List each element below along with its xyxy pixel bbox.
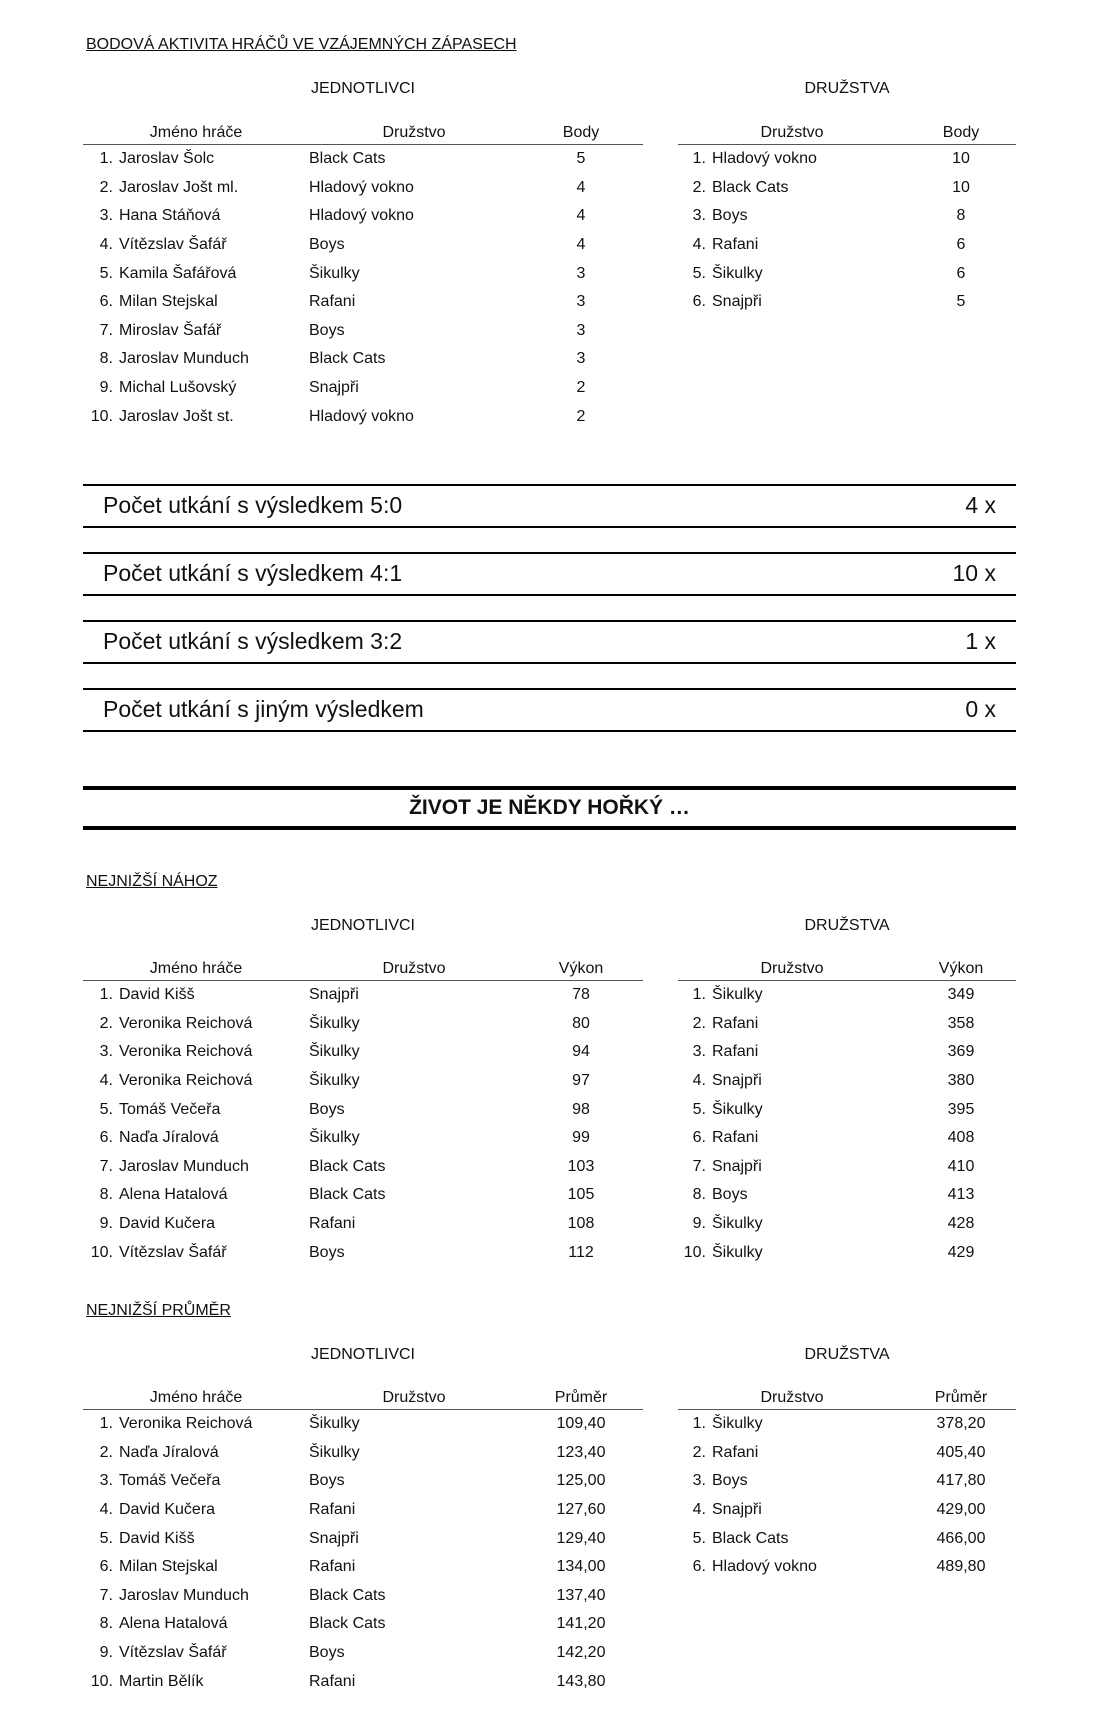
column-header-team: Družstvo — [678, 117, 906, 145]
team-cell: Rafani — [712, 1043, 759, 1061]
rank-cell: 9. — [99, 1215, 113, 1233]
rank-cell: 8. — [692, 1186, 706, 1204]
section2-individuals-heading: JEDNOTLIVCI — [310, 917, 415, 934]
section3-individuals-heading: JEDNOTLIVCI — [310, 1346, 415, 1363]
team-cell: Rafani — [309, 1501, 356, 1519]
player-name-cell: Michal Lušovský — [119, 379, 237, 397]
player-name-cell: David Kučera — [119, 1501, 216, 1519]
team-cell: Snajpři — [712, 293, 762, 311]
table-row — [678, 259, 1016, 288]
player-name-cell: Milan Stejskal — [119, 293, 218, 311]
column-header-team: Družstvo — [309, 953, 519, 981]
column-header-team: Družstvo — [678, 953, 906, 981]
team-cell: Rafani — [712, 236, 759, 254]
team-cell: Snajpři — [712, 1157, 762, 1175]
table-header-row — [83, 1382, 643, 1410]
column-header-team: Družstvo — [678, 1382, 906, 1410]
team-cell: Hladový vokno — [712, 150, 817, 168]
column-header-name: Jméno hráče — [83, 1382, 309, 1410]
table-row — [83, 1439, 643, 1468]
player-name-cell: Vítězslav Šafář — [119, 236, 227, 254]
count-row-4-1 — [83, 552, 1016, 596]
column-header-name: Jméno hráče — [83, 953, 309, 981]
table-row — [678, 1410, 1016, 1439]
table-row — [678, 1181, 1016, 1210]
value-cell: 5 — [956, 293, 966, 311]
team-cell: Hladový vokno — [309, 178, 414, 196]
value-cell: 99 — [572, 1129, 590, 1147]
table-row — [678, 1553, 1016, 1582]
table-row — [83, 345, 643, 374]
value-cell: 108 — [567, 1215, 595, 1233]
table-row — [678, 1238, 1016, 1267]
value-cell: 429,00 — [936, 1501, 986, 1519]
table-row — [83, 981, 643, 1010]
table-row — [678, 1496, 1016, 1525]
table-row — [678, 1067, 1016, 1096]
team-cell: Black Cats — [309, 1615, 386, 1633]
value-cell: 105 — [567, 1186, 595, 1204]
player-name-cell: Veronika Reichová — [119, 1415, 253, 1433]
table-row — [83, 1667, 643, 1696]
table-header-row — [678, 953, 1016, 981]
count-value: 0 x — [965, 696, 996, 722]
value-cell: 125,00 — [556, 1472, 606, 1490]
player-name-cell: Veronika Reichová — [119, 1043, 253, 1061]
section3-teams-heading: DRUŽSTVA — [804, 1346, 890, 1363]
rank-cell: 5. — [99, 1529, 113, 1547]
rank-cell: 7. — [692, 1157, 706, 1175]
table-row — [678, 145, 1016, 174]
column-header-value: Výkon — [906, 953, 1016, 981]
value-cell: 3 — [576, 264, 586, 282]
table-row — [83, 1181, 643, 1210]
value-cell: 142,20 — [556, 1644, 606, 1662]
team-cell: Šikulky — [309, 1443, 360, 1461]
table-row — [678, 288, 1016, 317]
table-row — [678, 1124, 1016, 1153]
value-cell: 6 — [956, 236, 966, 254]
rank-cell: 4. — [99, 236, 113, 254]
table-row — [83, 1496, 643, 1525]
table-row — [678, 174, 1016, 203]
column-header-name: Jméno hráče — [83, 117, 309, 145]
player-name-cell: Kamila Šafářová — [119, 264, 237, 282]
value-cell: 417,80 — [936, 1472, 986, 1490]
player-name-cell: Veronika Reichová — [119, 1014, 253, 1032]
value-cell: 129,40 — [556, 1529, 606, 1547]
value-cell: 410 — [947, 1157, 975, 1175]
section3-individuals-table — [83, 1382, 643, 1696]
team-cell: Black Cats — [309, 1157, 386, 1175]
value-cell: 123,40 — [556, 1443, 606, 1461]
value-cell: 4 — [576, 178, 586, 196]
value-cell: 8 — [956, 207, 966, 225]
team-cell: Šikulky — [309, 1014, 360, 1032]
value-cell: 10 — [952, 178, 970, 196]
rank-cell: 8. — [99, 1615, 113, 1633]
count-label: Počet utkání s výsledkem 5:0 — [103, 492, 403, 518]
rank-cell: 9. — [99, 379, 113, 397]
table-row — [678, 981, 1016, 1010]
table-header-row — [83, 953, 643, 981]
table-row — [678, 1467, 1016, 1496]
rank-cell: 9. — [692, 1215, 706, 1233]
table-row — [83, 374, 643, 403]
value-cell: 428 — [947, 1215, 975, 1233]
table-row — [83, 202, 643, 231]
team-cell: Šikulky — [712, 986, 763, 1004]
rank-cell: 6. — [692, 1129, 706, 1147]
team-cell: Black Cats — [309, 150, 386, 168]
rank-cell: 5. — [692, 1100, 706, 1118]
value-cell: 408 — [947, 1129, 975, 1147]
rank-cell: 5. — [692, 264, 706, 282]
table-row — [83, 1095, 643, 1124]
rank-cell: 7. — [99, 1586, 113, 1604]
value-cell: 3 — [576, 350, 586, 368]
team-cell: Black Cats — [309, 1586, 386, 1604]
table-header-row — [678, 1382, 1016, 1410]
value-cell: 103 — [567, 1157, 595, 1175]
team-cell: Šikulky — [712, 1100, 763, 1118]
table-row — [83, 1153, 643, 1182]
player-name-cell: David Kišš — [119, 1529, 195, 1547]
team-cell: Snajpři — [712, 1072, 762, 1090]
rank-cell: 3. — [99, 1043, 113, 1061]
table-row — [83, 259, 643, 288]
team-cell: Black Cats — [712, 1529, 789, 1547]
value-cell: 97 — [572, 1072, 590, 1090]
section2-teams-table — [678, 953, 1016, 1267]
value-cell: 429 — [947, 1243, 975, 1261]
player-name-cell: Tomáš Večeřa — [119, 1472, 221, 1490]
rank-cell: 2. — [692, 178, 706, 196]
team-cell: Snajpři — [309, 1529, 359, 1547]
player-name-cell: Jaroslav Munduch — [119, 350, 249, 368]
table-row — [83, 1210, 643, 1239]
player-name-cell: Veronika Reichová — [119, 1072, 253, 1090]
table-row — [678, 1439, 1016, 1468]
team-cell: Boys — [712, 207, 748, 225]
value-cell: 127,60 — [556, 1501, 606, 1519]
table-row — [678, 231, 1016, 260]
table-row — [678, 1153, 1016, 1182]
value-cell: 413 — [947, 1186, 975, 1204]
team-cell: Rafani — [309, 1672, 356, 1690]
team-cell: Snajpři — [712, 1501, 762, 1519]
team-cell: Snajpři — [309, 379, 359, 397]
column-header-value: Výkon — [519, 953, 643, 981]
count-row-other — [83, 688, 1016, 732]
value-cell: 10 — [952, 150, 970, 168]
team-cell: Hladový vokno — [712, 1558, 817, 1576]
rank-cell: 5. — [692, 1529, 706, 1547]
player-name-cell: Naďa Jíralová — [119, 1129, 219, 1147]
team-cell: Boys — [309, 1644, 345, 1662]
team-cell: Boys — [712, 1186, 748, 1204]
count-value: 10 x — [952, 560, 996, 586]
table-row — [83, 174, 643, 203]
rank-cell: 1. — [692, 150, 706, 168]
section3-title: NEJNIŽŠÍ PRŮMĚR — [86, 1302, 231, 1319]
value-cell: 94 — [572, 1043, 590, 1061]
player-name-cell: Alena Hatalová — [119, 1186, 228, 1204]
team-cell: Snajpři — [309, 986, 359, 1004]
player-name-cell: Vítězslav Šafář — [119, 1243, 227, 1261]
team-cell: Šikulky — [309, 1129, 360, 1147]
section2-teams-heading: DRUŽSTVA — [804, 917, 890, 934]
table-row — [83, 1582, 643, 1611]
value-cell: 3 — [576, 293, 586, 311]
count-value: 4 x — [965, 492, 996, 518]
rank-cell: 2. — [99, 178, 113, 196]
section2-title: NEJNIŽŠÍ NÁHOZ — [86, 873, 218, 890]
column-header-team: Družstvo — [309, 1382, 519, 1410]
player-name-cell: Milan Stejskal — [119, 1558, 218, 1576]
value-cell: 380 — [947, 1072, 975, 1090]
table-row — [83, 1610, 643, 1639]
rank-cell: 2. — [99, 1443, 113, 1461]
value-cell: 405,40 — [936, 1443, 986, 1461]
team-cell: Rafani — [712, 1014, 759, 1032]
rank-cell: 10. — [683, 1243, 706, 1261]
player-name-cell: David Kišš — [119, 986, 195, 1004]
banner-title: ŽIVOT JE NĚKDY HOŘKÝ … — [83, 786, 1016, 830]
team-cell: Boys — [309, 236, 345, 254]
table-row — [678, 1524, 1016, 1553]
team-cell: Šikulky — [712, 1243, 763, 1261]
team-cell: Šikulky — [309, 1072, 360, 1090]
rank-cell: 6. — [99, 1558, 113, 1576]
player-name-cell: Tomáš Večeřa — [119, 1100, 221, 1118]
team-cell: Rafani — [309, 1215, 356, 1233]
table-row — [83, 288, 643, 317]
count-row-5-0 — [83, 484, 1016, 528]
rank-cell: 4. — [692, 1072, 706, 1090]
value-cell: 489,80 — [936, 1558, 986, 1576]
rank-cell: 6. — [99, 293, 113, 311]
team-cell: Boys — [309, 1243, 345, 1261]
section1-individuals-heading: JEDNOTLIVCI — [310, 80, 415, 97]
section3-teams-table — [678, 1382, 1016, 1582]
team-cell: Boys — [309, 1100, 345, 1118]
rank-cell: 1. — [692, 1415, 706, 1433]
count-label: Počet utkání s výsledkem 4:1 — [103, 560, 403, 586]
team-cell: Šikulky — [309, 1043, 360, 1061]
table-header-row — [678, 117, 1016, 145]
value-cell: 141,20 — [556, 1615, 606, 1633]
table-row — [83, 402, 643, 431]
team-cell: Šikulky — [712, 264, 763, 282]
section2-individuals-table — [83, 953, 643, 1267]
rank-cell: 1. — [99, 986, 113, 1004]
rank-cell: 3. — [692, 1043, 706, 1061]
value-cell: 6 — [956, 264, 966, 282]
rank-cell: 3. — [99, 207, 113, 225]
table-row — [83, 1639, 643, 1668]
value-cell: 78 — [572, 986, 590, 1004]
rank-cell: 9. — [99, 1644, 113, 1662]
section1-teams-table — [678, 117, 1016, 317]
team-cell: Boys — [309, 1472, 345, 1490]
table-row — [83, 317, 643, 346]
count-label: Počet utkání s výsledkem 3:2 — [103, 628, 403, 654]
team-cell: Rafani — [309, 293, 356, 311]
table-row — [83, 145, 643, 174]
player-name-cell: Jaroslav Munduch — [119, 1157, 249, 1175]
value-cell: 4 — [576, 236, 586, 254]
count-label: Počet utkání s jiným výsledkem — [103, 696, 424, 722]
value-cell: 109,40 — [556, 1415, 606, 1433]
table-row — [678, 1038, 1016, 1067]
team-cell: Rafani — [309, 1558, 356, 1576]
section1-individuals-table — [83, 117, 643, 431]
team-cell: Boys — [712, 1472, 748, 1490]
team-cell: Rafani — [712, 1129, 759, 1147]
rank-cell: 5. — [99, 264, 113, 282]
rank-cell: 7. — [99, 1157, 113, 1175]
player-name-cell: Martin Bělík — [119, 1672, 204, 1690]
value-cell: 358 — [947, 1014, 975, 1032]
rank-cell: 1. — [692, 986, 706, 1004]
player-name-cell: Jaroslav Jošt ml. — [119, 178, 239, 196]
team-cell: Šikulky — [712, 1415, 763, 1433]
value-cell: 5 — [576, 150, 586, 168]
team-cell: Black Cats — [309, 1186, 386, 1204]
player-name-cell: Miroslav Šafář — [119, 321, 222, 339]
player-name-cell: Vítězslav Šafář — [119, 1644, 227, 1662]
team-cell: Šikulky — [309, 264, 360, 282]
team-cell: Black Cats — [712, 178, 789, 196]
rank-cell: 10. — [90, 1672, 113, 1690]
count-row-3-2 — [83, 620, 1016, 664]
value-cell: 134,00 — [556, 1558, 606, 1576]
rank-cell: 2. — [692, 1443, 706, 1461]
section1-teams-heading: DRUŽSTVA — [804, 80, 890, 97]
column-header-value: Body — [906, 117, 1016, 145]
rank-cell: 5. — [99, 1100, 113, 1118]
table-row — [83, 1038, 643, 1067]
rank-cell: 4. — [99, 1501, 113, 1519]
player-name-cell: Jaroslav Munduch — [119, 1586, 249, 1604]
count-value: 1 x — [965, 628, 996, 654]
value-cell: 2 — [576, 407, 586, 425]
team-cell: Black Cats — [309, 350, 386, 368]
rank-cell: 4. — [692, 1501, 706, 1519]
table-row — [83, 1553, 643, 1582]
rank-cell: 6. — [99, 1129, 113, 1147]
value-cell: 98 — [572, 1100, 590, 1118]
value-cell: 369 — [947, 1043, 975, 1061]
rank-cell: 1. — [99, 1415, 113, 1433]
value-cell: 80 — [572, 1014, 590, 1032]
column-header-team: Družstvo — [309, 117, 519, 145]
rank-cell: 7. — [99, 321, 113, 339]
rank-cell: 8. — [99, 350, 113, 368]
rank-cell: 10. — [90, 1243, 113, 1261]
value-cell: 2 — [576, 379, 586, 397]
rank-cell: 4. — [692, 236, 706, 254]
player-name-cell: Jaroslav Šolc — [119, 150, 215, 168]
table-row — [678, 1095, 1016, 1124]
value-cell: 466,00 — [936, 1529, 986, 1547]
value-cell: 3 — [576, 321, 586, 339]
rank-cell: 2. — [692, 1014, 706, 1032]
rank-cell: 8. — [99, 1186, 113, 1204]
value-cell: 112 — [568, 1243, 594, 1261]
value-cell: 395 — [947, 1100, 975, 1118]
player-name-cell: Naďa Jíralová — [119, 1443, 219, 1461]
team-cell: Šikulky — [712, 1215, 763, 1233]
rank-cell: 3. — [692, 1472, 706, 1490]
table-row — [678, 1010, 1016, 1039]
table-row — [83, 1238, 643, 1267]
team-cell: Hladový vokno — [309, 207, 414, 225]
column-header-value: Body — [519, 117, 643, 145]
rank-cell: 6. — [692, 293, 706, 311]
player-name-cell: David Kučera — [119, 1215, 216, 1233]
table-row — [83, 1467, 643, 1496]
column-header-value: Průměr — [906, 1382, 1016, 1410]
table-row — [83, 1010, 643, 1039]
rank-cell: 10. — [90, 407, 113, 425]
rank-cell: 3. — [99, 1472, 113, 1490]
table-row — [678, 202, 1016, 231]
table-row — [678, 1210, 1016, 1239]
rank-cell: 4. — [99, 1072, 113, 1090]
table-header-row — [83, 117, 643, 145]
player-name-cell: Jaroslav Jošt st. — [119, 407, 234, 425]
value-cell: 4 — [576, 207, 586, 225]
table-row — [83, 1124, 643, 1153]
team-cell: Boys — [309, 321, 345, 339]
player-name-cell: Alena Hatalová — [119, 1615, 228, 1633]
section1-title: BODOVÁ AKTIVITA HRÁČŮ VE VZÁJEMNÝCH ZÁPASECH — [86, 36, 517, 53]
team-cell: Rafani — [712, 1443, 759, 1461]
table-row — [83, 231, 643, 260]
table-row — [83, 1067, 643, 1096]
value-cell: 143,80 — [556, 1672, 606, 1690]
column-header-value: Průměr — [519, 1382, 643, 1410]
table-row — [83, 1410, 643, 1439]
rank-cell: 1. — [99, 150, 113, 168]
rank-cell: 3. — [692, 207, 706, 225]
team-cell: Šikulky — [309, 1415, 360, 1433]
value-cell: 137,40 — [556, 1586, 606, 1604]
rank-cell: 2. — [99, 1014, 113, 1032]
rank-cell: 6. — [692, 1558, 706, 1576]
player-name-cell: Hana Stáňová — [119, 207, 221, 225]
value-cell: 349 — [947, 986, 975, 1004]
team-cell: Hladový vokno — [309, 407, 414, 425]
table-row — [83, 1524, 643, 1553]
value-cell: 378,20 — [936, 1415, 986, 1433]
